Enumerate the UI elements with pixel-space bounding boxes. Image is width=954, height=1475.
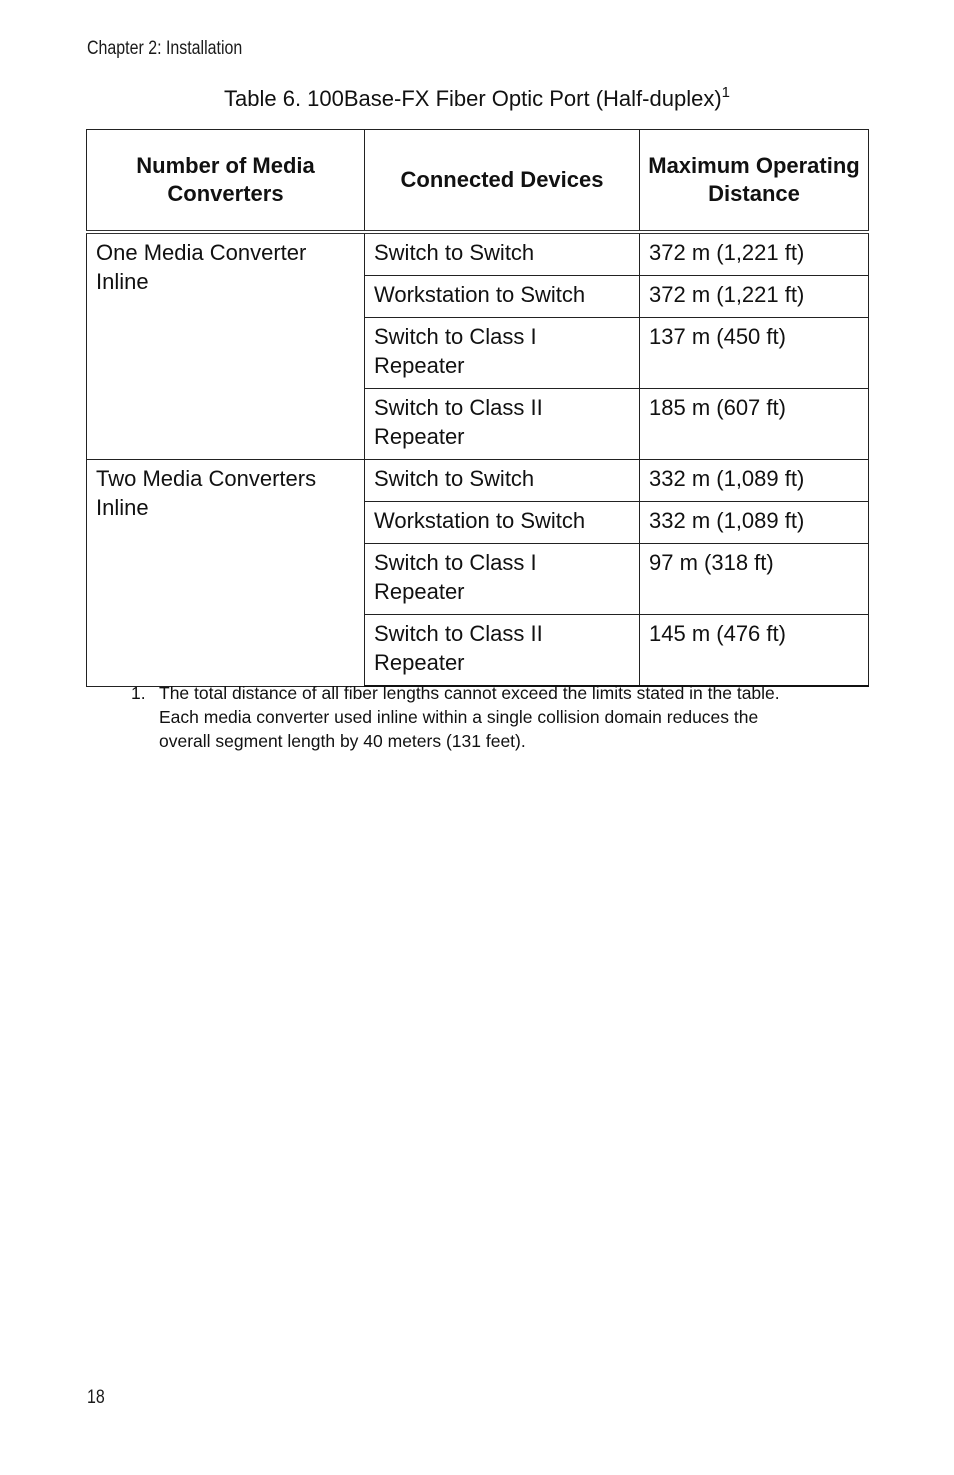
group-label-two-converters: Two Media Converters Inline: [87, 460, 365, 687]
table-row: [87, 232, 869, 276]
distance-table: [86, 129, 869, 687]
distance-cell: 137 m (450 ft): [640, 318, 869, 389]
running-header: Chapter 2: Installation: [87, 38, 243, 59]
connected-devices-cell: Switch to Class II Repeater: [365, 615, 640, 687]
distance-cell: 332 m (1,089 ft): [640, 460, 869, 502]
distance-cell: 185 m (607 ft): [640, 389, 869, 460]
column-header-connected-devices: Connected Devices: [365, 130, 640, 233]
column-header-media-converters: Number of Media Converters: [87, 130, 365, 233]
connected-devices-cell: Workstation to Switch: [365, 502, 640, 544]
column-header-max-distance: Maximum Operating Distance: [640, 130, 869, 233]
footnote-number: 1.: [131, 683, 146, 703]
table-caption: [0, 86, 954, 112]
connected-devices-cell: Switch to Class I Repeater: [365, 318, 640, 389]
group-label-one-converter: One Media Converter Inline: [87, 232, 365, 460]
distance-cell: 97 m (318 ft): [640, 544, 869, 615]
footnote-reference: 1: [721, 84, 730, 101]
connected-devices-cell: Workstation to Switch: [365, 276, 640, 318]
connected-devices-cell: Switch to Class II Repeater: [365, 389, 640, 460]
connected-devices-cell: Switch to Switch: [365, 460, 640, 502]
table-row: [87, 460, 869, 502]
table-header-row: [87, 130, 869, 233]
page-number: 18: [87, 1387, 105, 1408]
distance-cell: 145 m (476 ft): [640, 615, 869, 687]
connected-devices-cell: Switch to Switch: [365, 232, 640, 276]
distance-cell: 332 m (1,089 ft): [640, 502, 869, 544]
distance-cell: 372 m (1,221 ft): [640, 232, 869, 276]
connected-devices-cell: Switch to Class I Repeater: [365, 544, 640, 615]
table-footnote: [131, 681, 811, 753]
distance-cell: 372 m (1,221 ft): [640, 276, 869, 318]
table-caption-text: Table 6. 100Base-FX Fiber Optic Port (Half-duplex): [224, 86, 722, 111]
footnote-text: The total distance of all fiber lengths cannot exceed the limits stated in the table. Each media converter used inline within a single collision domain reduces the overall segment length by 40 meters (131 feet).: [159, 683, 780, 751]
